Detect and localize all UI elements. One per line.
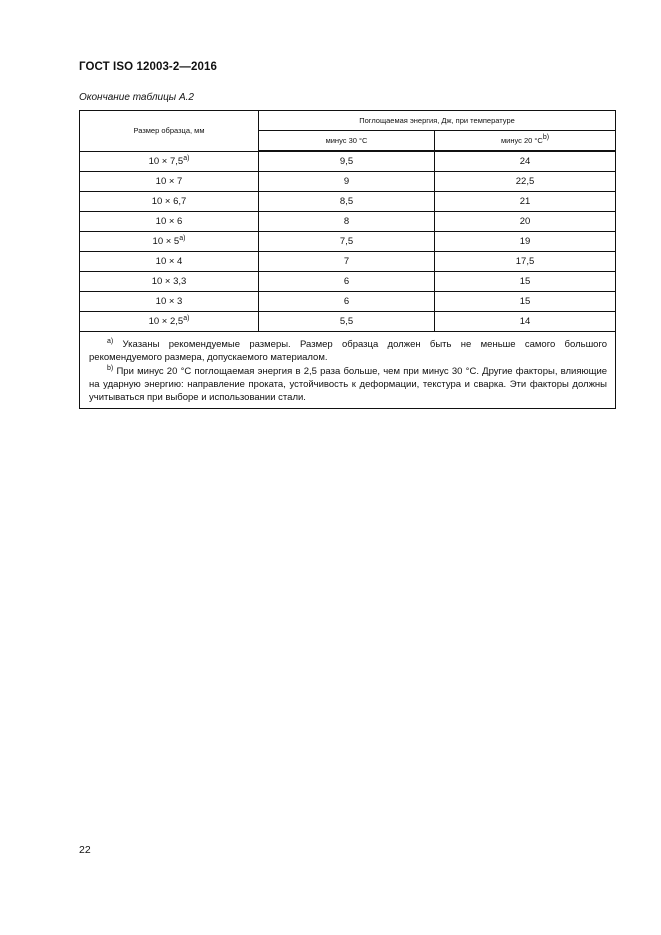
cell-size-value: 10 × 6 — [155, 216, 183, 227]
footnote-b-mark: b) — [107, 364, 114, 372]
document-code: ГОСТ ISO 12003-2—2016 — [79, 61, 217, 73]
cell-size — [80, 292, 259, 312]
cell-minus-30: 8 — [259, 212, 435, 232]
cell-size — [80, 172, 259, 192]
cell-size — [80, 192, 259, 212]
cell-minus-30: 7 — [259, 252, 435, 272]
table-row — [80, 312, 616, 332]
cell-minus-20: 17,5 — [435, 252, 616, 272]
cell-size — [80, 272, 259, 292]
footnote-a — [89, 338, 607, 365]
cell-size-value: 10 × 7,5 — [148, 155, 184, 167]
cell-minus-20: 15 — [435, 272, 616, 292]
table-row — [80, 151, 616, 172]
cell-minus-30: 7,5 — [259, 232, 435, 252]
footnote-b — [89, 365, 607, 405]
subheader-minus-30: минус 30 °С — [259, 131, 435, 152]
table-row — [80, 172, 616, 192]
cell-size-value: 10 × 6,7 — [151, 196, 187, 207]
table-row — [80, 232, 616, 252]
footnotes-row — [80, 332, 616, 409]
cell-size — [80, 252, 259, 272]
table-row — [80, 272, 616, 292]
table-header-row-1 — [80, 111, 616, 131]
cell-minus-20: 21 — [435, 192, 616, 212]
footnote-mark: a) — [179, 235, 186, 242]
cell-size — [80, 151, 259, 172]
cell-size-value: 10 × 2,5 — [148, 316, 184, 327]
cell-minus-20: 14 — [435, 312, 616, 332]
cell-size-value: 10 × 5 — [152, 236, 180, 247]
column-header-size: Размер образца, мм — [80, 111, 259, 152]
cell-minus-30: 5,5 — [259, 312, 435, 332]
cell-minus-20: 24 — [435, 151, 616, 172]
energy-table — [79, 110, 616, 409]
cell-minus-30: 6 — [259, 272, 435, 292]
footnote-b-text: При минус 20 °С поглощаемая энергия в 2,5 раза больше, чем при минус 30 °С. Другие факторы, влияющие на ударную энергию: направление проката, устойчивость к деформации, текстура и сварка. Эти факторы должны учитываться при выборе и использовании стали. — [89, 365, 608, 404]
table-row — [80, 192, 616, 212]
subheader-minus-20-label: минус 20 °С — [500, 136, 543, 145]
cell-size — [80, 212, 259, 232]
table-row — [80, 252, 616, 272]
cell-minus-30: 8,5 — [259, 192, 435, 212]
cell-size — [80, 232, 259, 252]
cell-size — [80, 312, 259, 332]
footnote-mark: a) — [183, 154, 190, 162]
table-caption: Окончание таблицы А.2 — [79, 92, 194, 103]
cell-size-value: 10 × 4 — [155, 256, 183, 267]
cell-minus-30: 6 — [259, 292, 435, 312]
cell-minus-30: 9 — [259, 172, 435, 192]
cell-minus-20: 20 — [435, 212, 616, 232]
table-row — [80, 212, 616, 232]
cell-minus-30: 9,5 — [259, 151, 435, 172]
cell-size-value: 10 × 7 — [155, 176, 183, 187]
cell-minus-20: 19 — [435, 232, 616, 252]
column-header-energy: Поглощаемая энергия, Дж, при температуре — [259, 111, 616, 131]
table-row — [80, 292, 616, 312]
page-number: 22 — [79, 844, 91, 856]
subheader-minus-20 — [435, 131, 616, 152]
footnote-mark: a) — [183, 315, 190, 322]
footnote-a-text: Указаны рекомендуемые размеры. Размер образца должен быть не меньше самого большого рекомендуемого размера, допускаемого материалом. — [89, 339, 608, 364]
cell-minus-20: 15 — [435, 292, 616, 312]
cell-size-value: 10 × 3 — [155, 296, 183, 307]
cell-size-value: 10 × 3,3 — [151, 276, 187, 287]
footnotes — [80, 332, 616, 409]
footnote-mark: b) — [542, 134, 550, 141]
cell-minus-20: 22,5 — [435, 172, 616, 192]
footnote-a-mark: a) — [107, 338, 114, 345]
